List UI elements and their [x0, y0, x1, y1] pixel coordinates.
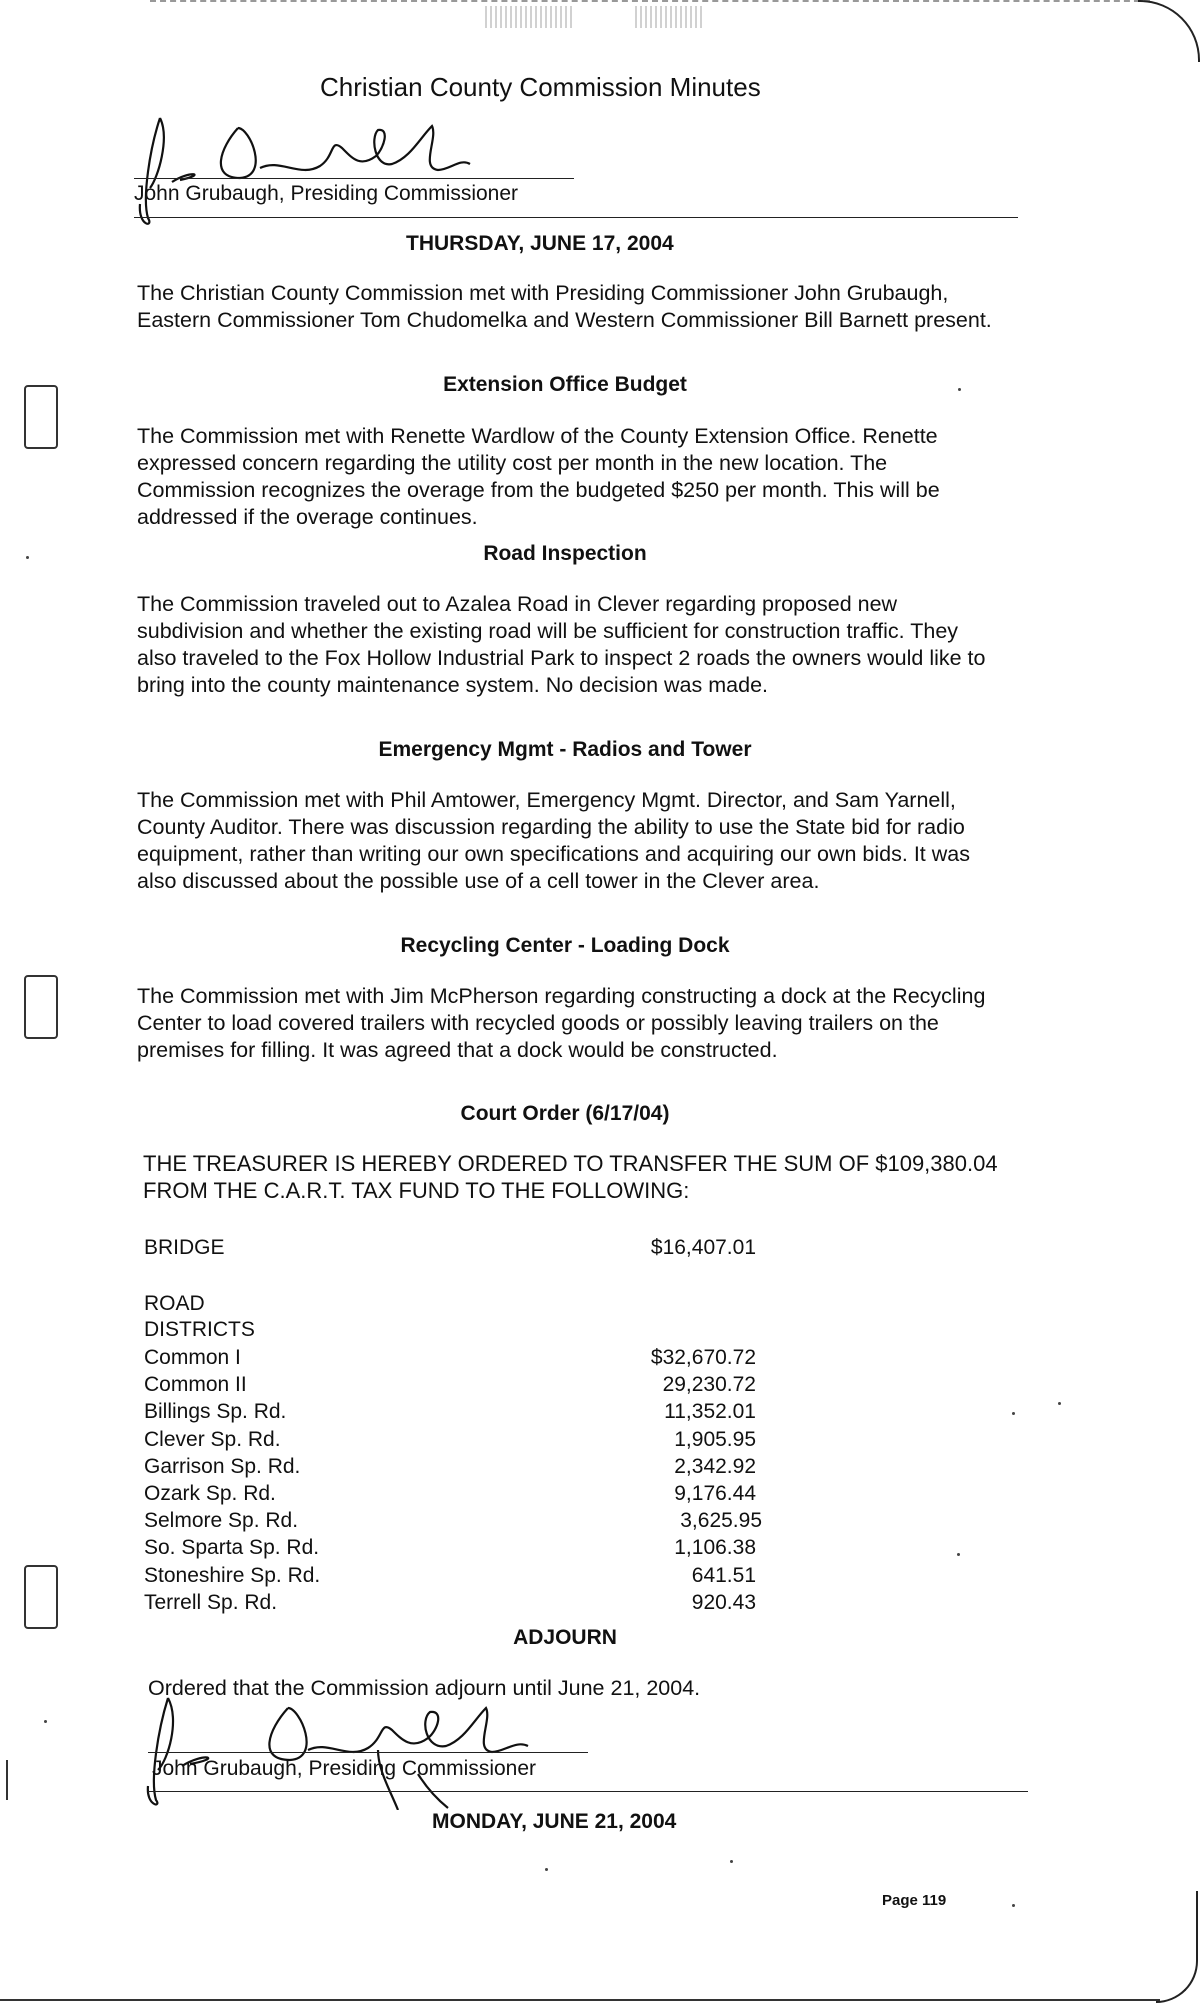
page-curl-bottom — [1156, 1891, 1198, 2003]
district-name: Common I — [144, 1346, 241, 1369]
road-label: ROAD — [144, 1292, 205, 1315]
punch-hole — [24, 1565, 58, 1629]
district-amount: 11,352.01 — [664, 1400, 756, 1424]
court-order-text: THE TREASURER IS HEREBY ORDERED TO TRANSFER THE SUM OF $109,380.04 FROM THE C.A.R.T. TAX FUND TO THE FOLLOWING: — [143, 1151, 998, 1203]
section-heading: Recycling Center - Loading Dock — [400, 934, 730, 957]
section-text: The Commission met with Phil Amtower, Emergency Mgmt. Director, and Sam Yarnell, County Auditor. There was discussion regarding the ability to use the State bid for radio equipment, rather than writing our own specifications and acquiring our own bids. It was also discussed about the possible use of a cell tower in the Clever area. — [137, 788, 970, 893]
district-name: So. Sparta Sp. Rd. — [144, 1536, 320, 1560]
district-row — [144, 1346, 784, 1373]
date-rule — [148, 1791, 1028, 1792]
district-row — [144, 1564, 784, 1591]
allocation-name: BRIDGE — [144, 1236, 225, 1259]
document-title: Christian County Commission Minutes — [320, 72, 761, 102]
district-row — [144, 1400, 784, 1427]
section-text: The Commission met with Jim McPherson regarding constructing a dock at the Recycling Center to load covered trailers with recycled goods or possibly leaving trailers on the premises for filling. It was agreed that a dock would be constructed. — [137, 984, 986, 1062]
road-label-row — [144, 1292, 784, 1319]
allocation-row — [144, 1236, 784, 1263]
district-name: Common II — [144, 1373, 247, 1397]
district-name: Billings Sp. Rd. — [144, 1400, 287, 1424]
district-amount: 1,106.38 — [674, 1536, 756, 1560]
page-curl-top — [1138, 0, 1200, 62]
meeting-date: THURSDAY, JUNE 17, 2004 — [406, 232, 674, 255]
adjourn-heading: ADJOURN — [513, 1626, 617, 1649]
district-row — [144, 1455, 784, 1482]
district-amount: 29,230.72 — [662, 1373, 756, 1397]
district-row — [144, 1373, 784, 1400]
scan-speck — [1012, 1904, 1015, 1907]
scan-noise-mark — [635, 6, 705, 28]
district-name: Terrell Sp. Rd. — [144, 1590, 278, 1614]
attendance-paragraph: The Christian County Commission met with Presiding Commissioner John Grubaugh, Eastern Commissioner Tom Chudomelka and Western Commissioner Bill Barnett present. — [137, 281, 992, 332]
districts-label: DISTRICTS — [144, 1318, 255, 1341]
district-row — [144, 1509, 784, 1536]
district-amount: 1,905.95 — [674, 1427, 756, 1451]
signature-line — [148, 1752, 588, 1753]
court-order-heading: Court Order (6/17/04) — [460, 1102, 670, 1125]
district-row — [144, 1536, 784, 1563]
scan-speck — [1012, 1412, 1015, 1415]
signature-bottom — [128, 1690, 548, 1810]
section-heading: Emergency Mgmt - Radios and Tower — [378, 738, 752, 761]
next-meeting-date: MONDAY, JUNE 21, 2004 — [432, 1810, 677, 1833]
district-name: Garrison Sp. Rd. — [144, 1454, 301, 1478]
signer-caption: John Grubaugh, Presiding Commissioner — [134, 182, 519, 205]
district-amount: $32,670.72 — [650, 1346, 756, 1369]
section-text: The Commission met with Renette Wardlow of the County Extension Office. Renette expressed concern regarding the utility cost per month in the new location. The Commission recognizes the overage from the budgeted $250 per month. This will be addressed if the overage continues. — [137, 424, 940, 529]
scan-speck — [44, 1720, 47, 1723]
date-rule — [134, 217, 1018, 218]
signer-caption: John Grubaugh, Presiding Commissioner — [152, 1757, 537, 1780]
scan-edge-mark — [6, 1760, 8, 1800]
district-name: Selmore Sp. Rd. — [144, 1509, 299, 1533]
scan-top-rule — [150, 0, 1150, 4]
district-amount: 9,176.44 — [674, 1482, 756, 1505]
district-amount: 920.43 — [691, 1590, 756, 1614]
scan-bottom-edge — [0, 1999, 1160, 2001]
signature-line — [134, 178, 574, 179]
allocation-amount: $16,407.01 — [650, 1236, 756, 1259]
section-heading: Road Inspection — [483, 542, 647, 565]
scan-speck — [730, 1860, 733, 1863]
scan-noise-mark — [485, 6, 575, 28]
road-label-row — [144, 1318, 784, 1345]
scan-speck — [545, 1868, 548, 1871]
district-row — [144, 1591, 784, 1618]
district-amount: 3,625.95 — [680, 1509, 762, 1533]
page-number: Page 119 — [882, 1892, 947, 1909]
scan-speck — [1058, 1402, 1061, 1405]
adjourn-text: Ordered that the Commission adjourn until June 21, 2004. — [148, 1676, 701, 1700]
district-row — [144, 1428, 784, 1455]
district-amount: 641.51 — [691, 1563, 756, 1587]
punch-hole — [24, 975, 58, 1039]
district-name: Stoneshire Sp. Rd. — [144, 1563, 321, 1587]
district-amount: 2,342.92 — [674, 1454, 756, 1478]
district-row — [144, 1482, 784, 1509]
scan-speck — [957, 1553, 960, 1556]
district-name: Clever Sp. Rd. — [144, 1427, 281, 1451]
section-text: The Commission traveled out to Azalea Road in Clever regarding proposed new subdivision and whether the existing road will be sufficient for construction traffic. They also traveled to the Fox Hollow Industrial Park to inspect 2 roads the owners would like to bring into the county maintenance system. No decision was made. — [137, 592, 986, 697]
district-name: Ozark Sp. Rd. — [144, 1482, 276, 1505]
signature-top — [120, 108, 500, 228]
section-heading: Extension Office Budget — [443, 373, 687, 396]
